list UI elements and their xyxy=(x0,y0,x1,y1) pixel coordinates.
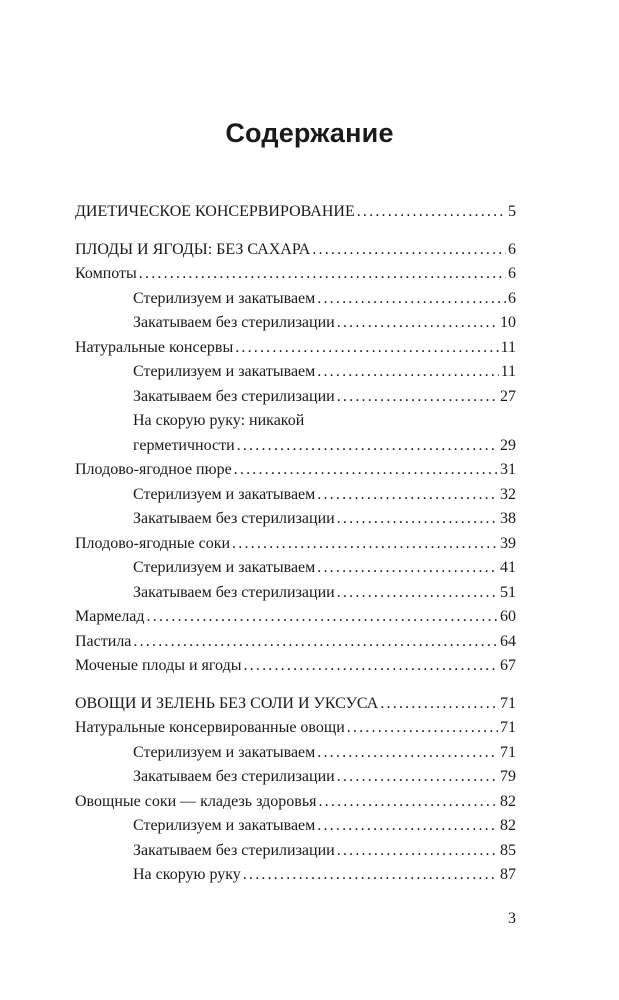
toc-leader-dots xyxy=(232,532,498,557)
toc-entry-title: Плодово-ягодное пюре xyxy=(75,461,232,478)
toc-entry-title: Плодово-ягодные соки xyxy=(75,534,231,552)
toc-entry-title: Натуральные консервированные овощи xyxy=(75,719,345,736)
toc-leader-dots xyxy=(317,814,498,839)
toc-entry-title: Стерилизуем и закатываем xyxy=(133,289,316,307)
toc-entry-title: Закатываем без стерилизации xyxy=(133,387,335,405)
toc-entry-title: ДИЕТИЧЕСКОЕ КОНСЕРВИРОВАНИЕ xyxy=(75,203,355,220)
toc-subentry[interactable] xyxy=(75,765,516,790)
toc-entry-title: Закатываем без стерилизации xyxy=(133,314,335,331)
toc-entry-page: 67 xyxy=(500,657,516,674)
toc-entry-page: 79 xyxy=(500,768,516,785)
toc-entry-title: Закатываем без стерилизации xyxy=(133,841,335,859)
toc-leader-dots xyxy=(235,336,498,361)
toc-entry-page: 6 xyxy=(508,240,516,258)
toc-subentry[interactable] xyxy=(75,556,516,581)
toc-entry-page: 41 xyxy=(500,559,516,576)
toc-chapter-entry[interactable] xyxy=(75,262,516,287)
toc-entry-page: 51 xyxy=(500,583,516,601)
page-title: Содержание xyxy=(225,118,394,148)
toc-leader-dots xyxy=(312,238,506,263)
toc-leader-dots xyxy=(357,200,506,225)
toc-leader-dots xyxy=(337,507,498,532)
toc-entry-page: 10 xyxy=(500,314,516,331)
toc-leader-dots xyxy=(337,765,498,790)
toc-entry-title: Закатываем без стерилизации xyxy=(133,510,335,527)
toc-entry-page: 11 xyxy=(500,338,516,356)
table-of-contents xyxy=(75,200,516,888)
toc-leader-dots xyxy=(337,311,498,336)
toc-entry-title: Овощные соки — кладезь здоровья xyxy=(75,792,317,810)
toc-subentry[interactable] xyxy=(75,287,516,312)
toc-leader-dots xyxy=(237,434,498,459)
toc-chapter-entry[interactable] xyxy=(75,790,516,815)
toc-subentry[interactable] xyxy=(75,360,516,385)
toc-entry-title: герметичности xyxy=(133,436,235,454)
toc-subentry[interactable] xyxy=(75,581,516,606)
toc-leader-dots xyxy=(337,581,498,606)
toc-entry-page: 71 xyxy=(500,719,516,736)
toc-entry-page: 27 xyxy=(500,387,516,405)
toc-chapter-entry[interactable] xyxy=(75,654,516,679)
toc-subentry[interactable] xyxy=(75,839,516,864)
toc-leader-dots xyxy=(337,839,498,864)
toc-entry-page: 60 xyxy=(500,608,516,625)
toc-subentry[interactable] xyxy=(75,385,516,410)
toc-entry-title: На скорую руку xyxy=(133,866,241,883)
toc-subentry[interactable] xyxy=(75,814,516,839)
toc-chapter-entry[interactable] xyxy=(75,532,516,557)
toc-leader-dots xyxy=(317,483,498,508)
toc-entry-page: 38 xyxy=(500,510,516,527)
toc-section-entry[interactable] xyxy=(75,692,516,717)
toc-entry-title: ПЛОДЫ И ЯГОДЫ: БЕЗ САХАРА xyxy=(75,240,311,258)
toc-chapter-entry[interactable] xyxy=(75,605,516,630)
toc-leader-dots xyxy=(139,262,506,287)
toc-entry-title: Мармелад xyxy=(75,608,145,625)
toc-leader-dots xyxy=(147,605,498,630)
toc-entry-page: 82 xyxy=(500,817,516,834)
toc-entry-title: Стерилизуем и закатываем xyxy=(133,485,316,503)
toc-entry-title: Закатываем без стерилизации xyxy=(133,583,335,601)
toc-subentry[interactable] xyxy=(75,311,516,336)
toc-chapter-entry[interactable] xyxy=(75,336,516,361)
toc-leader-dots xyxy=(337,385,498,410)
toc-subentry[interactable] xyxy=(75,741,516,766)
toc-entry-page: 5 xyxy=(508,203,516,220)
toc-section-entry[interactable] xyxy=(75,200,516,225)
toc-subentry[interactable] xyxy=(75,409,516,434)
toc-subentry[interactable] xyxy=(75,863,516,888)
toc-entry-page: 87 xyxy=(500,866,516,883)
toc-entry-title: Закатываем без стерилизации xyxy=(133,768,335,785)
toc-leader-dots xyxy=(234,458,498,483)
toc-leader-dots xyxy=(380,692,498,717)
page-number: 3 xyxy=(508,910,516,927)
toc-subentry[interactable] xyxy=(75,434,516,459)
toc-entry-page: 29 xyxy=(500,436,516,454)
toc-entry-page: 71 xyxy=(500,694,516,712)
toc-chapter-entry[interactable] xyxy=(75,630,516,655)
toc-entry-title: Пастила xyxy=(75,632,132,650)
toc-leader-dots xyxy=(133,630,498,655)
toc-section-entry[interactable] xyxy=(75,238,516,263)
toc-entry-page: 82 xyxy=(500,792,516,810)
toc-entry-page: 64 xyxy=(500,632,516,650)
toc-leader-dots xyxy=(243,863,498,888)
toc-leader-dots xyxy=(317,287,506,312)
toc-subentry[interactable] xyxy=(75,507,516,532)
toc-entry-title: Моченые плоды и ягоды xyxy=(75,657,242,674)
toc-entry-title: Стерилизуем и закатываем xyxy=(133,817,316,834)
toc-entry-page: 6 xyxy=(508,289,516,307)
toc-entry-page: 39 xyxy=(500,534,516,552)
toc-entry-page: 85 xyxy=(500,841,516,859)
toc-subentry[interactable] xyxy=(75,483,516,508)
toc-entry-title: ОВОЩИ И ЗЕЛЕНЬ БЕЗ СОЛИ И УКСУСА xyxy=(75,694,379,712)
toc-entry-page: 31 xyxy=(500,461,516,478)
toc-leader-dots xyxy=(317,556,498,581)
toc-leader-dots xyxy=(318,790,498,815)
toc-leader-dots xyxy=(243,654,498,679)
toc-entry-title: Стерилизуем и закатываем xyxy=(133,363,316,380)
section-gap xyxy=(75,679,516,692)
toc-entry-title: Компоты xyxy=(75,265,137,282)
toc-entry-page: 71 xyxy=(500,743,516,761)
toc-entry-title: Стерилизуем и закатываем xyxy=(133,559,316,576)
section-gap xyxy=(75,225,516,238)
toc-chapter-entry[interactable] xyxy=(75,458,516,483)
toc-entry-title: Натуральные консервы xyxy=(75,338,234,356)
toc-entry-title: Стерилизуем и закатываем xyxy=(133,743,316,761)
toc-chapter-entry[interactable] xyxy=(75,716,516,741)
toc-leader-dots xyxy=(317,360,498,385)
toc-leader-dots xyxy=(317,741,498,766)
toc-entry-page: 32 xyxy=(500,485,516,503)
toc-entry-page: 11 xyxy=(500,363,516,380)
toc-leader-dots xyxy=(347,716,498,741)
toc-entry-title: На скорую руку: никакой xyxy=(133,412,305,429)
toc-entry-page: 6 xyxy=(508,265,516,282)
